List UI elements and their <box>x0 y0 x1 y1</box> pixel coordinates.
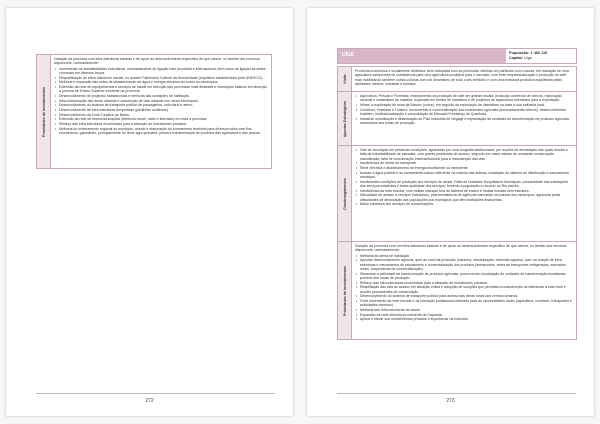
priority-item: • Melhoria das infra-estruturas de saúde. <box>360 308 573 312</box>
strategic-item: • Comércio, Hotelaria e Turismo: reconversão e comercialização dos excedentes agrícolas (nomeadamente cítricos), desenvolvimento hoteleiro, institucionalização e consolidação de Mercado Fronteiriço de Quimbata. <box>360 108 573 117</box>
priority-item: • Extensão da rede de telecomunicações (telefonia móvel, rádio e televisão) em toda a província. <box>59 117 268 121</box>
strategic-label-cell <box>338 92 352 146</box>
priority-item: • Desenvolvimento de infra-estruturas desportivas (pavilhões multiusos). <box>59 108 268 112</box>
priority-item: • Melhoria da oferta de habitação. <box>360 254 573 258</box>
priority-item: • Dinamizar a actividade de transformação de produtos agrícolas, promovendo a instalação de unidades de transformação localizadas próximo dos locais de produção. <box>360 272 573 281</box>
priorities-content <box>51 55 272 169</box>
strategic-content <box>352 92 577 146</box>
strategic-item: • Agricultura, Pescas e Florestas: relançamento da produção de café em grande escala, produção comercial de cítricos, exploração racional e sustentável da madeira, expansão em tomba de mandioca e de projectos de aquicultura orientados para a exportação <box>360 94 573 103</box>
priority-item: • Extensão da rede de equipamentos e serviços de saúde em direcção das províncias mais distantes e municípios básicos em direcção a procura de Ensino Superior existente na província. <box>59 85 268 94</box>
priority-item: • Reforço das infra-estruturas económicas para a atracção de investidores privados. <box>59 122 268 126</box>
priority-item: • Reabilitação das vias de acesso em situação crítica e adopção de soluções que permitam a manutenção de estruturas a este nível e acções permanentes de conservação. <box>360 285 573 294</box>
constraints-content <box>352 146 577 242</box>
priority-item: • Melhoria do ordenamento regional do município, estudo e elaboração do zoneamento territorial para diversos sítios com fins económicos, garantindo, principalmente no rever agro-pecuária, pesca e transformação de produtos das agricultura e das pescas. <box>59 127 268 136</box>
priority-item: • Reforço das infra-estruturas económicas para a atracção de investidores privados. <box>360 281 573 285</box>
priority-item: • Apostas desenvolvimento agrícola, quer ao nível da produção (insumos, mecanização, extensão agrária), quer na criação de infra-estruturas e mecanismos de escoamento e comercialização dos produtos (entrepostos, redes de transportes refrigerados, mercados rurais, cooperativas de comercialização). <box>360 258 573 271</box>
strategic-label: Apostas Estratégicas <box>342 100 347 137</box>
left-page <box>6 8 293 416</box>
priority-item: • Desenvolvimento do sistema de transporte público de passageiros, rodoviário e aéreo. <box>59 103 268 107</box>
constraint-item: • Baixa cobertura dos serviços de comunicações. <box>360 202 573 206</box>
vision-content <box>352 67 577 92</box>
constraint-item: • Vias de circulação em péssimas condições, agravadas por uma orografia desfavorável, por acções de devastação das quais resulta a falta de transitabilidade de estradas, com graves problemas de acesso, segundo em maior estado de constante conservação manutenção; falta de coordenação interinstitucional para a manutenção das vias. <box>360 148 573 161</box>
right-priorities-list <box>355 254 573 322</box>
right-profile-table <box>337 66 577 340</box>
constraint-item: • Dificuldade de acesso a serviços financeiros, pela inexistência de agências bancárias na maioria dos municípios, agravada pelas dificuldades de deslocação das populações aos municípios que têm instituições financeiras. <box>360 193 573 202</box>
population-value: 1 483 118 <box>530 50 548 55</box>
province-info <box>506 49 576 63</box>
vision-label: Visão <box>342 74 347 84</box>
priorities-intro: Dotação da província com infra-estruturas básicas e de apoio ao desenvolvimento específico de que carece, no âmbito dos recursos disponíveis, nomeadamente: <box>54 57 260 66</box>
priority-item: • Expansão da rede eléctrica proveniente de Capanda. <box>360 313 573 317</box>
priorities-label-cell <box>338 242 352 340</box>
priority-item: • Melhoria e expansão das redes de abastecimento de água e energia eléctrica em todos os municípios. <box>59 80 268 84</box>
priorities-label: Prioridades de investimentos <box>342 265 347 316</box>
strategic-item: • Indústria: constituição e dinamização do Pólo Industrial de Negage e implantação de unidades de transformação de produtos agrícolas associados aos locais de produção. <box>360 117 573 126</box>
priority-item: • Incrementar as acessibilidades rodoviárias, nomeadamente de ligação inter provincial e internacional, bem como de ligação às sedes comunais em diversos troços <box>59 67 268 76</box>
priority-item: • Desenvolvimento de projectos habitacionais e melhoria das condições de habitação. <box>59 94 268 98</box>
province-header <box>337 48 577 64</box>
vision-text: Província económica e socialmente dinâmica, bem articulada com as províncias vizinhas em particular com Luanda, em transição de uma agricultura camponesa de subsistência para uma agricultura produtiva para o mercado, com forte empresarialização e produção de café, mas mobilizando também outras culturas com um dinamismo de todo o seu território e com uma estrutura produtiva equilibrada pelas atividades mineira, industrial e turística. <box>355 69 569 86</box>
constraints-label-cell <box>338 146 352 242</box>
constraint-item: • Insuficiência da rede escolar, com muitas crianças fora do sistema de ensino e muitas escolas sem estrutura. <box>360 189 573 193</box>
constraint-item: • Acesso a água potável e ao saneamento básico deficiente na maioria das aldeias; instalação do sistema de distribuição e saneamento municipal. <box>360 171 573 180</box>
priority-item: • Infra-estruturação das áreas urbanas e construção de vias urbanas nos vários Municípios. <box>59 99 268 103</box>
constraints-label: Constrangimentos <box>342 177 347 210</box>
section-label: Prioridades de investimentos <box>41 86 46 137</box>
right-priorities-intro: Dotação da província com um infra-estruturas básicas e de apoio ao desenvolvimento específico de que carece, no âmbito dos recursos disponíveis, nomeadamente: <box>355 244 567 253</box>
priority-item: • Requalificação de sítios históricos morais, no dossier Património Cultural da Humanidade (requisitos estabelecidos pela UNESCO). <box>59 76 268 80</box>
capital-value: Uíge <box>524 55 533 60</box>
priority-item: • Desenvolvimento da Zona Turística do Namo. <box>59 113 268 117</box>
province-name: UÍGE <box>338 49 506 63</box>
vision-label-cell <box>338 67 352 92</box>
priority-item: • Apoiar e elevar aos investimentos privados e impulsionar na indústria. <box>360 317 573 321</box>
priority-item: • Desenvolvimento do sistema de transporte público para acesso das áreas rurais aos centros urbanos. <box>360 294 573 298</box>
population-label: População: <box>509 50 530 55</box>
priority-item: • Forte incremento da rede escolar e da formação profissional orientada para as oportunidades locais (agricultura, comércio, transportes e actividades mineiras). <box>360 299 573 308</box>
constraint-item: • Rede eléctrica e abastecimento de energia insuficiente ou inexistente. <box>360 166 573 170</box>
section-label-cell <box>37 55 51 169</box>
constraint-item: • Insuficientes condições de produção dos serviços de saúde. Falta de Unidades Hospitalares Municipais, precariedade das instalações dos serviços existentes e baixa qualidade dos serviços, fomento a população e recorrer ao Rio vizinho. <box>360 180 573 189</box>
constraint-item: • Insuficiência de meios de transporte. <box>360 161 573 165</box>
page-number: 272 <box>6 398 293 404</box>
right-page <box>307 8 594 416</box>
strategic-item: • Minas: a exploração de mina de Mavoio (cobre), em seguida da exploração de diamantes na base a sua indústria local. <box>360 103 573 107</box>
right-priorities-content <box>352 242 577 340</box>
page-number: 273 <box>307 398 594 404</box>
capital-label: Capital: <box>509 55 523 60</box>
priorities-list <box>54 67 268 136</box>
strategic-list <box>355 94 573 125</box>
constraints-list <box>355 148 573 207</box>
left-priorities-table <box>36 54 272 169</box>
